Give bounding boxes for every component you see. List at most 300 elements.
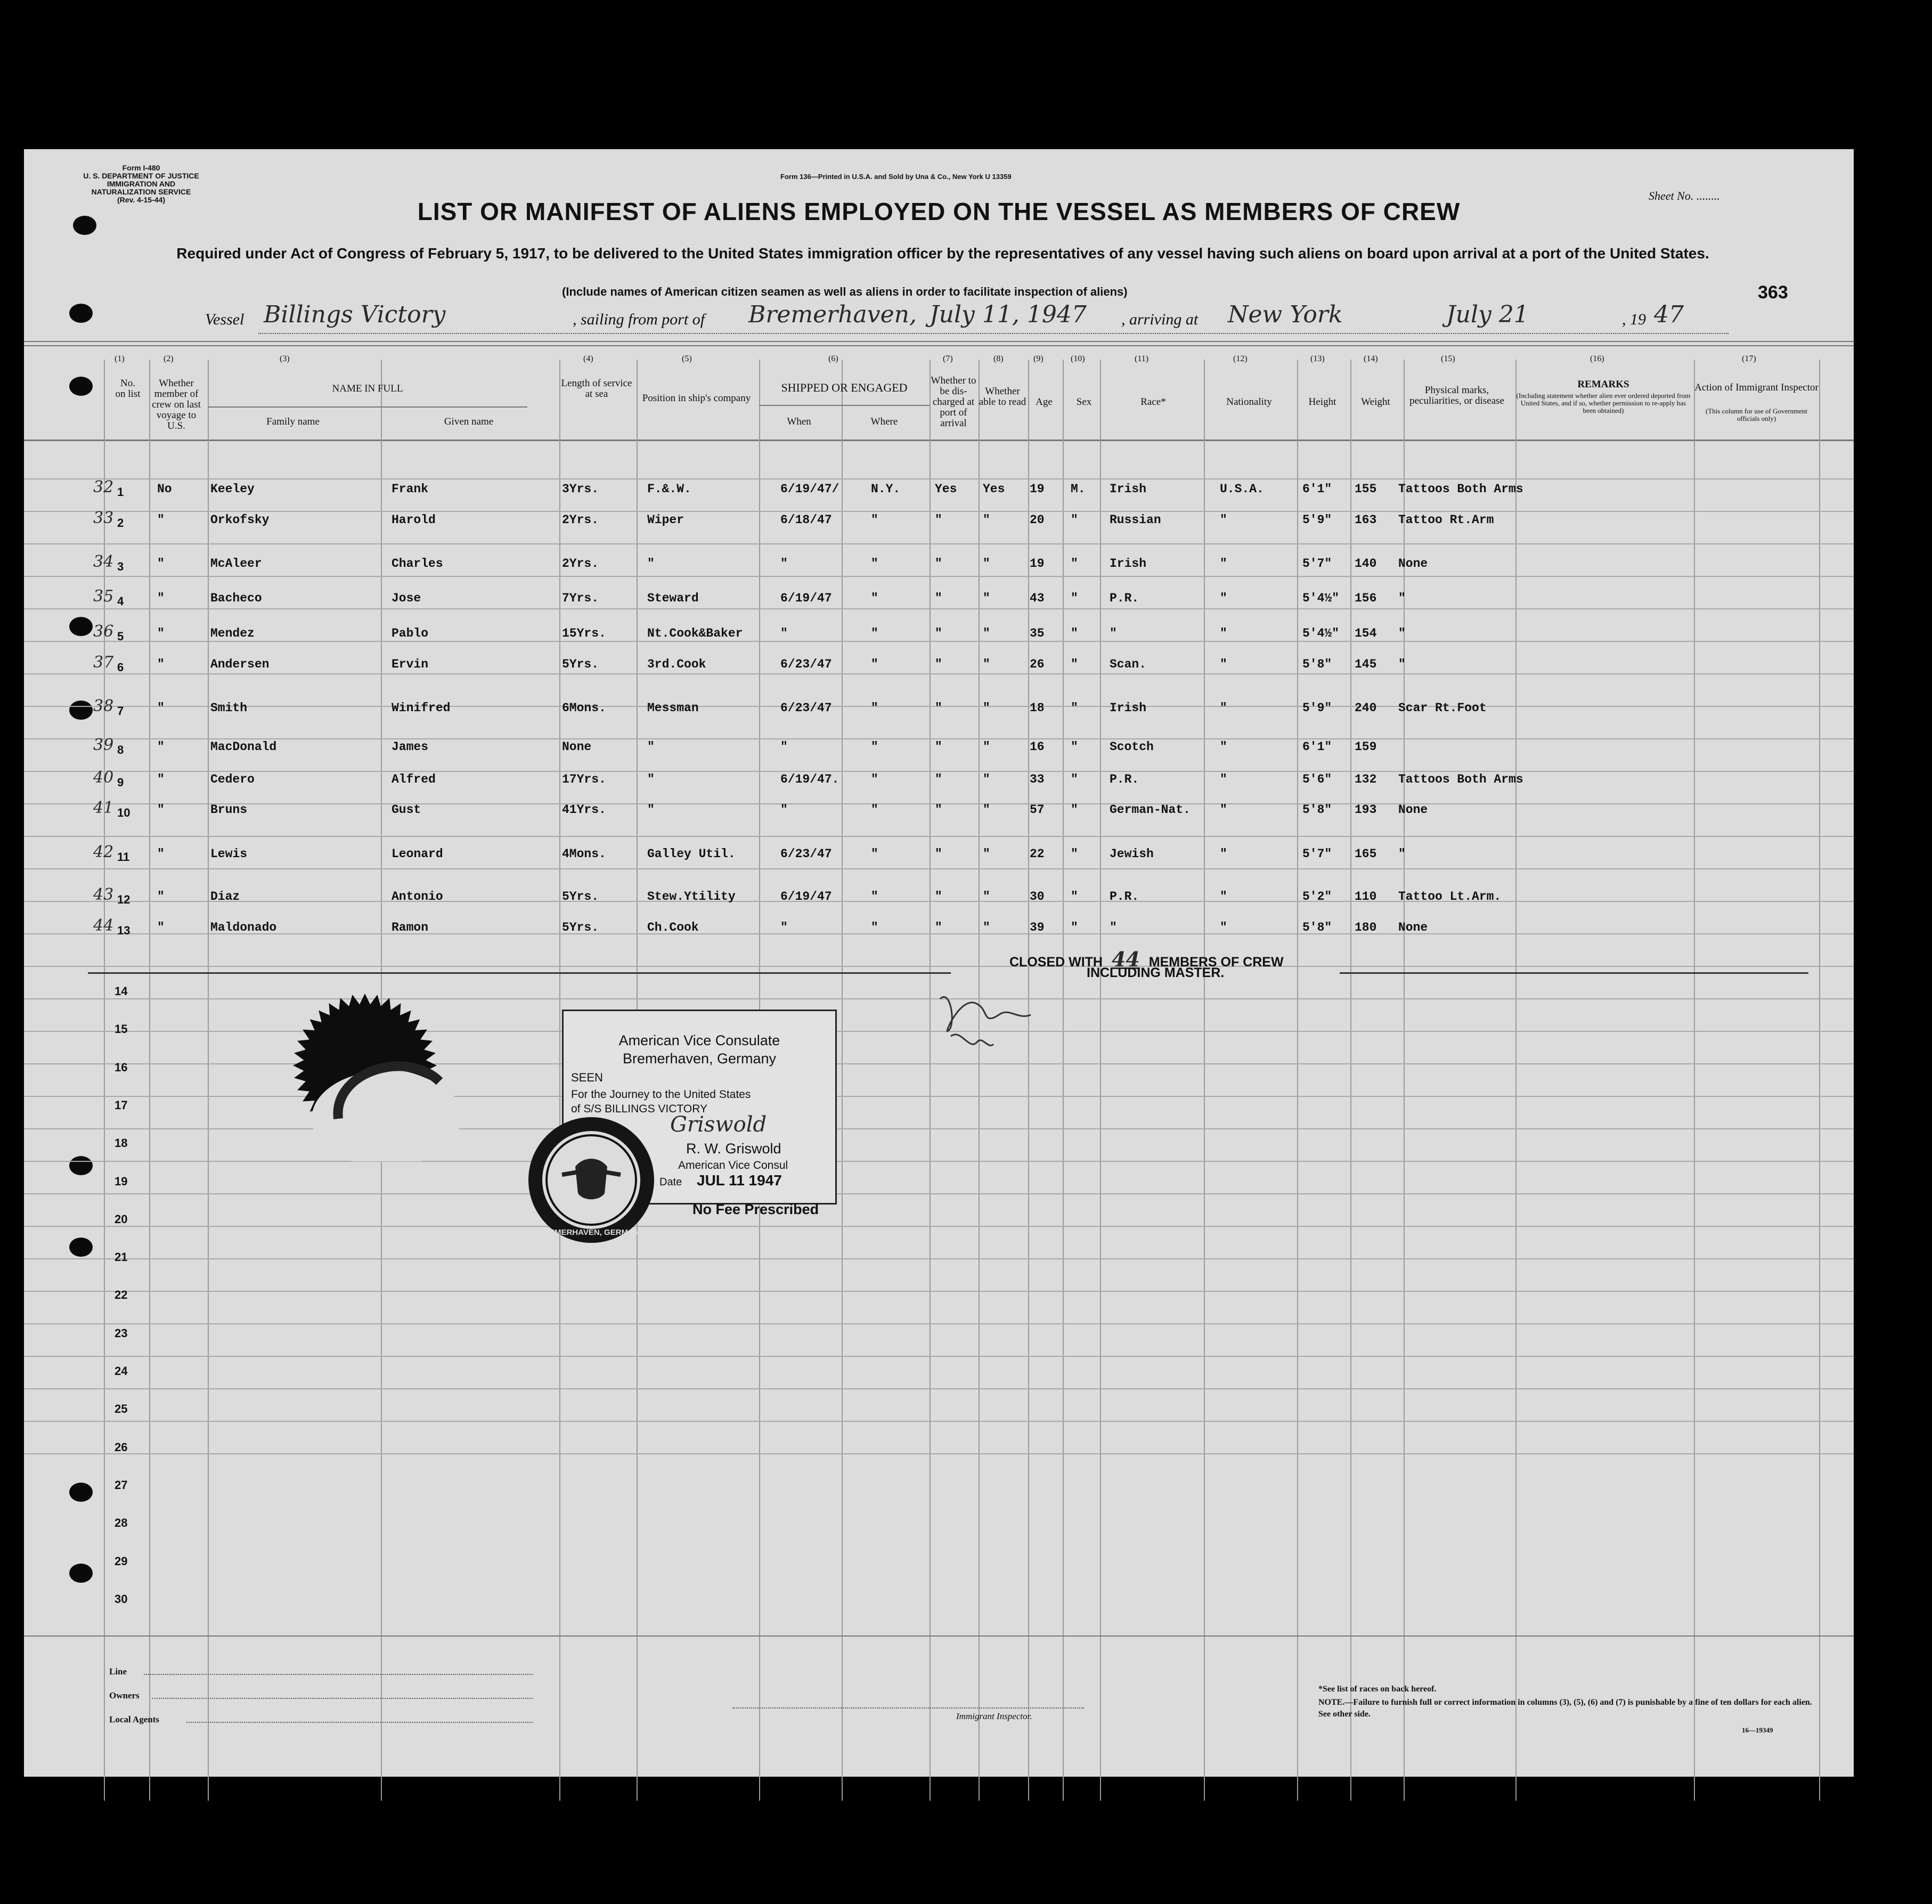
cell-disch: ": [935, 847, 942, 861]
cell-age: 33: [1030, 772, 1045, 786]
row-number: 13: [117, 924, 131, 937]
cell-marks: ": [1398, 626, 1406, 640]
cell-when: ": [780, 803, 788, 817]
row-rule: [24, 1453, 1854, 1454]
cell-weight: 155: [1355, 482, 1377, 496]
header-remarks-note: (Including statement whether alien ever ordered deported from United States, and if so, whether permission to re-apply has been obtained): [1516, 392, 1691, 414]
cell-height: 5'7": [1302, 557, 1332, 571]
handwritten-list-number: 41: [93, 799, 114, 817]
table-row: [24, 653, 1854, 679]
row-number: 12: [117, 893, 131, 906]
cell-when: 6/19/47/: [780, 482, 839, 496]
header-nationality: Nationality: [1226, 396, 1272, 408]
cell-disch: ": [935, 557, 942, 571]
closing-statement: CLOSED WITH 44 MEMBERS OF CREW: [1009, 947, 1284, 971]
cell-age: 43: [1030, 591, 1045, 605]
cell-disch: ": [935, 890, 942, 904]
header-action: Action of Immigrant Inspector: [1694, 382, 1819, 393]
cell-position: Ch.Cook: [647, 921, 699, 934]
handwritten-list-number: 35: [93, 587, 114, 606]
stamp-date: JUL 11 1947: [697, 1172, 782, 1189]
cell-age: 19: [1030, 557, 1045, 571]
closing-count: 44: [1111, 947, 1140, 971]
cell-race: German-Nat.: [1110, 803, 1191, 817]
header-sex: Sex: [1076, 396, 1092, 408]
table-row: [24, 552, 1854, 578]
embossed-seal: [258, 986, 519, 1161]
form-identifier: Form I-480 U. S. DEPARTMENT OF JUSTICE IMMIGRATION AND NATURALIZATION SERVICE (Rev. 4-15-44): [83, 164, 199, 204]
cell-weight: 156: [1355, 591, 1377, 605]
cell-member: ": [157, 921, 165, 934]
cell-sex: ": [1071, 591, 1078, 605]
sailing-port: Bremerhaven,: [748, 301, 917, 328]
cell-length: 3Yrs.: [562, 482, 599, 496]
header-where: Where: [870, 416, 898, 427]
cell-marks: Tattoo Rt.Arm: [1398, 513, 1494, 527]
empty-row-number: 21: [115, 1250, 128, 1264]
table-row: [24, 622, 1854, 648]
cell-where: ": [871, 513, 878, 527]
cell-age: 39: [1030, 921, 1045, 934]
cell-length: 7Yrs.: [562, 591, 599, 605]
row-rule: [24, 1193, 1854, 1194]
printer-note: Form 136—Printed in U.S.A. and Sold by Una & Co., New York U 13359: [780, 173, 1012, 181]
cell-given: Pablo: [392, 626, 429, 640]
empty-row-number: 26: [115, 1440, 128, 1454]
cell-family: Bruns: [210, 803, 248, 817]
cell-family: Orkofsky: [210, 513, 270, 527]
cell-sex: ": [1071, 803, 1078, 817]
cell-nat: ": [1220, 772, 1227, 786]
cell-read: ": [983, 513, 990, 527]
arrival-date: July 21: [1446, 301, 1529, 328]
header-family: Family name: [266, 416, 320, 427]
column-number: (1): [115, 354, 125, 363]
table-row: [24, 799, 1854, 824]
handwritten-list-number: 37: [93, 653, 114, 672]
cell-when: ": [780, 557, 788, 571]
cell-read: ": [983, 626, 990, 640]
cell-weight: 154: [1355, 626, 1377, 640]
cell-given: Frank: [392, 482, 429, 496]
handwritten-list-number: 39: [93, 736, 114, 754]
empty-row-number: 23: [115, 1326, 128, 1340]
cell-age: 35: [1030, 626, 1045, 640]
cell-height: 6'1": [1302, 482, 1332, 496]
cell-sex: ": [1071, 657, 1078, 671]
include-note: (Include names of American citizen seamen as well as aliens in order to facilitate inspection of aliens): [562, 285, 1128, 298]
column-number: (4): [583, 354, 593, 363]
row-number: 7: [117, 704, 124, 718]
row-number: 3: [117, 560, 124, 573]
header-height: Height: [1308, 396, 1336, 408]
cell-sex: ": [1071, 626, 1078, 640]
cell-height: 5'4½": [1302, 591, 1340, 605]
cell-weight: 132: [1355, 772, 1377, 786]
cell-when: ": [780, 626, 788, 640]
cell-read: ": [983, 921, 990, 934]
cell-weight: 180: [1355, 921, 1377, 934]
cell-nat: ": [1220, 847, 1227, 861]
column-number: (10): [1071, 354, 1085, 363]
cell-nat: ": [1220, 701, 1227, 715]
empty-row-number: 16: [115, 1060, 128, 1074]
cell-length: None: [562, 740, 592, 754]
cell-sex: M.: [1071, 482, 1086, 496]
cell-race: Jewish: [1110, 847, 1154, 861]
table-row: [24, 916, 1854, 942]
cell-read: ": [983, 557, 990, 571]
header-shipped: SHIPPED OR ENGAGED: [781, 381, 908, 394]
cell-member: ": [157, 701, 165, 715]
cell-length: 6Mons.: [562, 701, 606, 715]
cell-disch: ": [935, 591, 942, 605]
header-race: Race*: [1140, 396, 1166, 408]
cell-height: 5'7": [1302, 847, 1332, 861]
punch-hole: [69, 304, 93, 323]
cell-weight: 110: [1355, 890, 1377, 904]
column-number: (11): [1135, 354, 1149, 363]
cell-age: 57: [1030, 803, 1045, 817]
cell-family: Lewis: [210, 847, 248, 861]
cell-race: P.R.: [1110, 890, 1139, 904]
cell-member: ": [157, 772, 165, 786]
cell-height: 5'8": [1302, 657, 1332, 671]
cell-nat: ": [1220, 513, 1227, 527]
header-given: Given name: [444, 416, 494, 427]
cell-position: ": [647, 740, 655, 754]
punch-hole: [69, 377, 93, 396]
cell-member: ": [157, 740, 165, 754]
cell-nat: ": [1220, 740, 1227, 754]
column-number: (12): [1233, 354, 1248, 363]
empty-row-number: 14: [115, 984, 128, 998]
header-name: NAME IN FULL: [332, 383, 403, 394]
cell-length: 2Yrs.: [562, 513, 599, 527]
cell-position: ": [647, 803, 655, 817]
punch-hole: [69, 1156, 93, 1175]
cell-where: ": [871, 803, 878, 817]
cell-marks: None: [1398, 803, 1428, 817]
cell-read: ": [983, 803, 990, 817]
empty-row-number: 22: [115, 1288, 128, 1302]
cell-sex: ": [1071, 772, 1078, 786]
empty-row-number: 17: [115, 1098, 128, 1112]
cell-length: 41Yrs.: [562, 803, 606, 817]
vessel-line: Vessel Billings Victory , sailing from port of Bremerhaven, July 11, 1947 , arriving at New York July 21 , 19 47: [205, 301, 1803, 333]
cell-where: ": [871, 772, 878, 786]
punch-hole: [69, 1564, 93, 1583]
cell-when: ": [780, 921, 788, 934]
cell-given: Jose: [392, 591, 421, 605]
column-number: (8): [993, 354, 1004, 363]
cell-member: ": [157, 513, 165, 527]
cell-where: ": [871, 890, 878, 904]
cell-height: 5'4½": [1302, 626, 1340, 640]
cell-member: ": [157, 847, 165, 861]
column-number: (5): [682, 354, 692, 363]
cell-position: Stew.Ytility: [647, 890, 736, 904]
cell-length: 2Yrs.: [562, 557, 599, 571]
cell-member: ": [157, 890, 165, 904]
row-rule: [24, 1226, 1854, 1227]
cell-member: ": [157, 557, 165, 571]
header-when: When: [787, 416, 811, 427]
cell-read: ": [983, 740, 990, 754]
cell-age: 20: [1030, 513, 1045, 527]
cell-disch: Yes: [935, 482, 957, 496]
consulate-stamp: American Vice Consulate Bremerhaven, Germany SEEN For the Journey to the United States of S/S BILLINGS VICTORY Griswold R. W. Griswold American Vice Consul Date JUL 11 1947: [562, 1010, 837, 1205]
cell-position: 3rd.Cook: [647, 657, 706, 671]
empty-row-number: 15: [115, 1022, 128, 1036]
cell-where: ": [871, 740, 878, 754]
cell-disch: ": [935, 921, 942, 934]
inspector-label: Immigrant Inspector.: [956, 1711, 1032, 1721]
header-no: No. on list: [115, 378, 141, 400]
cell-weight: 193: [1355, 803, 1377, 817]
handwritten-list-number: 42: [93, 843, 114, 861]
header-remarks: REMARKS: [1577, 379, 1629, 390]
cell-nat: U.S.A.: [1220, 482, 1264, 496]
cell-read: Yes: [983, 482, 1005, 496]
row-number: 6: [117, 661, 124, 674]
row-rule: [24, 1258, 1854, 1259]
cell-sex: ": [1071, 701, 1078, 715]
handwritten-list-number: 36: [93, 622, 114, 641]
cell-race: Irish: [1110, 557, 1147, 571]
row-rule: [24, 966, 1854, 967]
row-rule: [24, 1356, 1854, 1357]
punch-hole: [69, 1483, 93, 1502]
cell-weight: 140: [1355, 557, 1377, 571]
no-fee-stamp: No Fee Prescribed: [692, 1201, 819, 1217]
cell-race: P.R.: [1110, 591, 1139, 605]
cell-marks: None: [1398, 921, 1428, 934]
vessel-name: Billings Victory: [264, 301, 446, 328]
cell-member: ": [157, 657, 165, 671]
inspector-signature: [919, 978, 1068, 1057]
cell-race: Scotch: [1110, 740, 1154, 754]
row-number: 2: [117, 516, 124, 530]
column-number: (14): [1364, 354, 1378, 363]
empty-row-number: 30: [115, 1592, 128, 1606]
cell-disch: ": [935, 513, 942, 527]
cell-given: James: [392, 740, 429, 754]
row-rule: [24, 738, 1854, 739]
cell-given: Alfred: [392, 772, 436, 786]
cell-family: Andersen: [210, 657, 270, 671]
handwritten-list-number: 40: [93, 768, 114, 787]
cell-where: ": [871, 921, 878, 934]
empty-row-number: 20: [115, 1212, 128, 1226]
cell-nat: ": [1220, 626, 1227, 640]
cell-disch: ": [935, 740, 942, 754]
cell-height: 5'9": [1302, 701, 1332, 715]
cell-position: Nt.Cook&Baker: [647, 626, 743, 640]
cell-position: Galley Util.: [647, 847, 736, 861]
cell-position: ": [647, 772, 655, 786]
cell-nat: ": [1220, 803, 1227, 817]
empty-row-number: 25: [115, 1402, 128, 1416]
cell-marks: ": [1398, 657, 1406, 671]
cell-marks: ": [1398, 591, 1406, 605]
cell-position: Messman: [647, 701, 699, 715]
cell-given: Charles: [392, 557, 443, 571]
row-number: 9: [117, 776, 124, 789]
cell-sex: ": [1071, 740, 1078, 754]
cell-marks: Scar Rt.Foot: [1398, 701, 1487, 715]
cell-sex: ": [1071, 847, 1078, 861]
cell-weight: 163: [1355, 513, 1377, 527]
cell-age: 26: [1030, 657, 1045, 671]
table-row: [24, 736, 1854, 761]
cell-length: 5Yrs.: [562, 921, 599, 934]
cell-height: 5'2": [1302, 890, 1332, 904]
row-rule: [24, 511, 1854, 512]
cell-family: Smith: [210, 701, 248, 715]
footer-owners-label: Owners: [109, 1690, 140, 1700]
cell-read: ": [983, 890, 990, 904]
cell-when: 6/19/47: [780, 890, 832, 904]
cell-given: Antonio: [392, 890, 443, 904]
cell-given: Harold: [392, 513, 436, 527]
sailing-date: July 11, 1947: [930, 301, 1087, 328]
cell-disch: ": [935, 772, 942, 786]
cell-family: MacDonald: [210, 740, 277, 754]
cell-when: 6/23/47: [780, 701, 832, 715]
cell-when: ": [780, 740, 788, 754]
cell-marks: Tattoos Both Arms: [1398, 482, 1523, 496]
cell-nat: ": [1220, 557, 1227, 571]
cell-member: ": [157, 803, 165, 817]
cell-nat: ": [1220, 657, 1227, 671]
cell-disch: ": [935, 803, 942, 817]
cell-where: ": [871, 847, 878, 861]
closing-line2: INCLUDING MASTER.: [1087, 965, 1225, 980]
cell-given: Gust: [392, 803, 421, 817]
cell-length: 5Yrs.: [562, 657, 599, 671]
cell-when: 6/19/47.: [780, 772, 839, 786]
cell-race: Russian: [1110, 513, 1161, 527]
row-rule: [24, 1323, 1854, 1324]
table-row: [24, 885, 1854, 911]
cell-position: Steward: [647, 591, 699, 605]
cell-read: ": [983, 772, 990, 786]
cell-race: Scan.: [1110, 657, 1147, 671]
row-number: 11: [117, 850, 130, 864]
cell-where: ": [871, 701, 878, 715]
handwritten-list-number: 34: [93, 552, 114, 571]
cell-given: Ramon: [392, 921, 429, 934]
row-number: 8: [117, 743, 124, 756]
cell-where: N.Y.: [871, 482, 901, 496]
cell-given: Winifred: [392, 701, 451, 715]
column-number: (13): [1310, 354, 1325, 363]
footer-agents-label: Local Agents: [109, 1714, 159, 1724]
sheet-number: Sheet No. ........: [1649, 189, 1720, 202]
handwritten-list-number: 38: [93, 697, 114, 715]
row-rule: [24, 1291, 1854, 1292]
empty-row-number: 18: [115, 1136, 128, 1150]
cell-height: 5'6": [1302, 772, 1332, 786]
cell-height: 6'1": [1302, 740, 1332, 754]
cell-age: 30: [1030, 890, 1045, 904]
cell-disch: ": [935, 657, 942, 671]
column-number: (9): [1033, 354, 1044, 363]
cell-height: 5'8": [1302, 921, 1332, 934]
cell-age: 18: [1030, 701, 1045, 715]
column-number: (6): [828, 354, 838, 363]
header-age: Age: [1036, 396, 1053, 408]
table-row: [24, 478, 1854, 503]
page-title: LIST OR MANIFEST OF ALIENS EMPLOYED ON THE VESSEL AS MEMBERS OF CREW: [417, 198, 1461, 225]
table-row: [24, 697, 1854, 722]
header-member: Whether member of crew on last voyage to U.S.: [152, 378, 201, 432]
cell-height: 5'9": [1302, 513, 1332, 527]
row-rule: [24, 543, 1854, 544]
cell-race: Irish: [1110, 482, 1147, 496]
cell-race: Irish: [1110, 701, 1147, 715]
cell-family: Maldonado: [210, 921, 277, 934]
row-rule: [24, 868, 1854, 869]
header-action-note: (This column for use of Government officials only): [1706, 407, 1807, 422]
arrival-port: New York: [1228, 301, 1343, 328]
cell-read: ": [983, 657, 990, 671]
cell-height: 5'8": [1302, 803, 1332, 817]
header-read: Whether able to read: [979, 386, 1026, 408]
empty-row-number: 27: [115, 1478, 128, 1492]
cell-family: Diaz: [210, 890, 240, 904]
cell-nat: ": [1220, 890, 1227, 904]
column-number: (7): [943, 354, 953, 363]
cell-when: 6/19/47: [780, 591, 832, 605]
cell-marks: ": [1398, 847, 1406, 861]
empty-row-number: 29: [115, 1554, 128, 1568]
manifest-sheet: [24, 149, 1854, 1777]
row-rule: [24, 1421, 1854, 1422]
empty-row-number: 28: [115, 1516, 128, 1530]
cell-sex: ": [1071, 557, 1078, 571]
page-number: 363: [1758, 282, 1788, 303]
row-number: 1: [117, 485, 124, 499]
handwritten-list-number: 43: [93, 885, 114, 904]
empty-row-number: 19: [115, 1174, 128, 1188]
header-marks: Physical marks, peculiarities, or disease: [1409, 385, 1504, 406]
cell-length: 17Yrs.: [562, 772, 606, 786]
cell-age: 22: [1030, 847, 1045, 861]
cell-disch: ": [935, 626, 942, 640]
table-row: [24, 587, 1854, 613]
handwritten-list-number: 33: [93, 509, 114, 527]
cell-when: 6/23/47: [780, 847, 832, 861]
cell-position: ": [647, 557, 655, 571]
row-number: 10: [117, 806, 131, 819]
page-subtitle: Required under Act of Congress of February 5, 1917, to be delivered to the United States immigration officer by the representatives of any vessel having such aliens on board upon arrival at a port of the United States.: [176, 245, 1709, 262]
cell-sex: ": [1071, 513, 1078, 527]
cell-length: 5Yrs.: [562, 890, 599, 904]
cell-nat: ": [1220, 921, 1227, 934]
cell-family: Bacheco: [210, 591, 262, 605]
table-row: [24, 509, 1854, 534]
cell-weight: 240: [1355, 701, 1377, 715]
cell-position: Wiper: [647, 513, 684, 527]
column-number: (16): [1590, 354, 1604, 363]
cell-family: Mendez: [210, 626, 255, 640]
cell-age: 19: [1030, 482, 1045, 496]
handwritten-list-number: 44: [93, 916, 114, 935]
handwritten-list-number: 32: [93, 478, 114, 497]
column-number: (2): [164, 354, 174, 363]
